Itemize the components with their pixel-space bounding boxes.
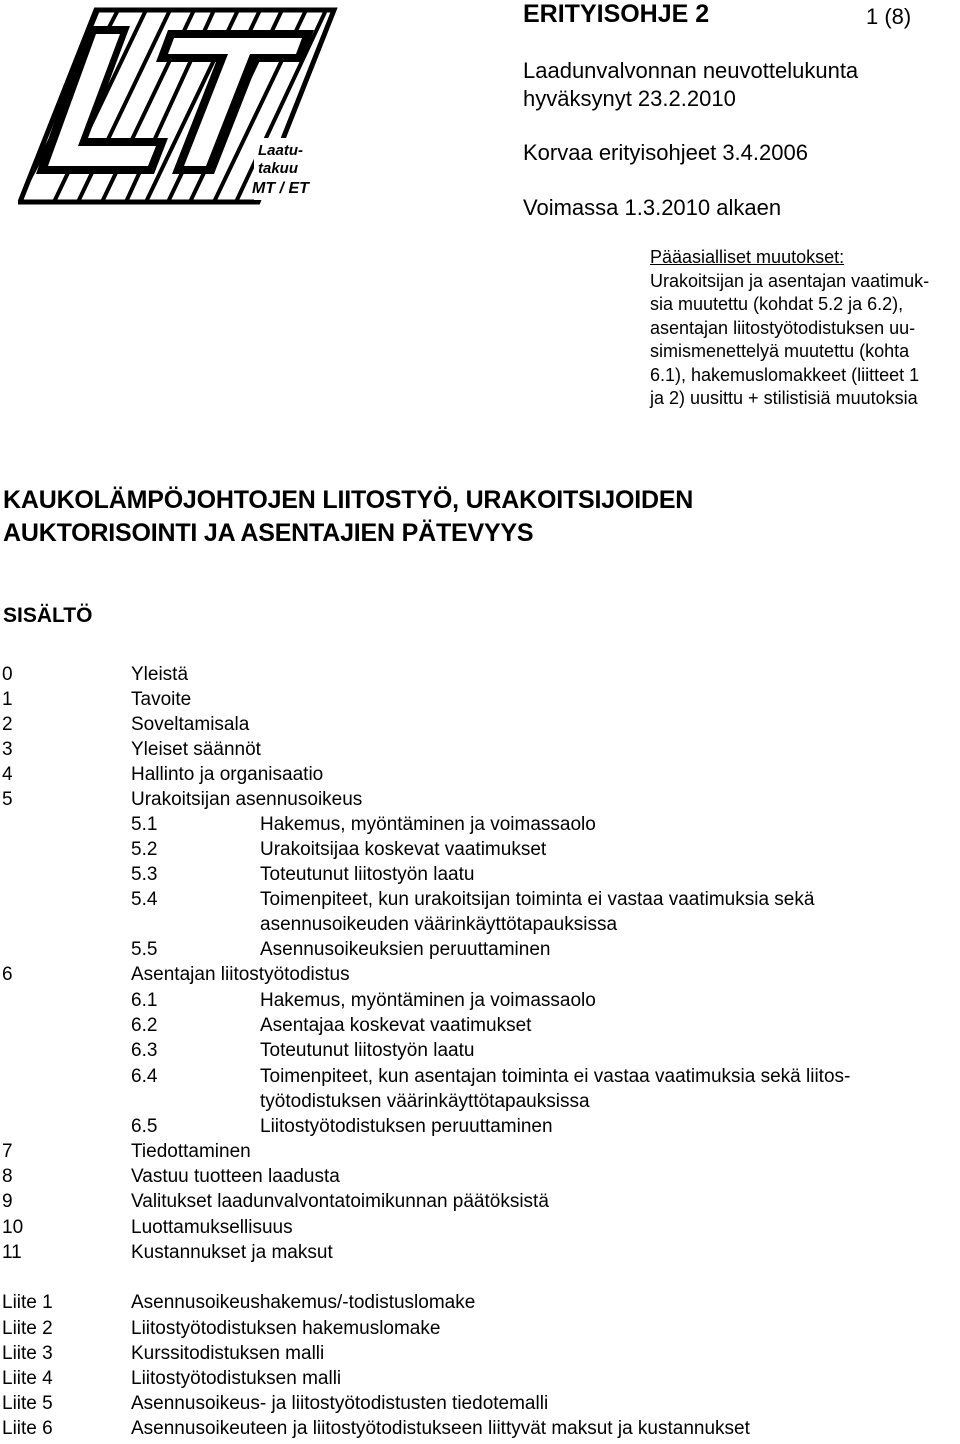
toc-text: Hakemus, myöntäminen ja voimassaolo: [260, 990, 596, 1011]
toc-number: 5.5: [131, 939, 158, 960]
logo-text-3: MT / ET: [252, 180, 309, 197]
toc-number: 8: [2, 1166, 13, 1187]
toc-text: työtodistuksen väärinkäyttötapauksissa: [260, 1091, 590, 1112]
toc-number: 10: [2, 1217, 24, 1238]
toc-text: Soveltamisala: [131, 714, 250, 735]
contents-heading: SISÄLTÖ: [3, 604, 93, 627]
changes-block: [650, 246, 950, 411]
page-number: 1 (8): [866, 4, 912, 29]
toc-number: 5.3: [131, 864, 158, 885]
changes-line: sia muutettu (kohdat 5.2 ja 6.2),: [650, 294, 904, 314]
toc-number: 5.2: [131, 839, 158, 860]
appendix-number: Liite 1: [2, 1292, 53, 1313]
toc-text: Kustannukset ja maksut: [131, 1242, 333, 1263]
toc-text: Urakoitsijaa koskevat vaatimukset: [260, 839, 547, 860]
logo-text-2: takuu: [258, 160, 299, 177]
toc-text: Asennusoikeuksien peruuttaminen: [260, 939, 551, 960]
toc-text: Luottamuksellisuus: [131, 1217, 293, 1238]
appendix-number: Liite 5: [2, 1393, 53, 1414]
changes-line: 6.1), hakemuslomakkeet (liitteet 1: [650, 364, 920, 385]
appendix-text: Asennusoikeuteen ja liitostyötodistukseen liittyvät maksut ja kustannukset: [131, 1418, 750, 1439]
appendix-text: Asennusoikeushakemus/-todistuslomake: [131, 1292, 476, 1313]
changes-line: ja 2) uusittu + stilistisiä muutoksia: [650, 388, 918, 408]
toc-number: 2: [2, 714, 13, 735]
toc-text: Tavoite: [131, 689, 192, 710]
toc-text: Yleiset säännöt: [131, 739, 261, 760]
toc-text: Toteutunut liitostyön laatu: [260, 864, 475, 885]
toc-number: 4: [2, 764, 13, 785]
document-title: ERITYISOHJE 2: [523, 0, 710, 28]
appendix-text: Kurssitodistuksen malli: [131, 1343, 325, 1364]
toc-number: 5: [2, 789, 13, 810]
toc-text: asennusoikeuden väärinkäyttötapauksissa: [260, 914, 618, 935]
toc-number: 5.4: [131, 889, 158, 910]
toc-text: Asentajan liitostyötodistus: [131, 964, 350, 985]
changes-line: Urakoitsijan ja asentajan vaatimuk-: [650, 270, 930, 291]
toc-number: 9: [2, 1191, 13, 1212]
main-title-line-1: KAUKOLÄMPÖJOHTOJEN LIITOSTYÖ, URAKOITSIJOIDEN: [3, 486, 694, 514]
toc-text: Asentajaa koskevat vaatimukset: [260, 1015, 532, 1036]
toc-text: Tiedottaminen: [131, 1141, 251, 1162]
changes-line: asentajan liitostyötodistuksen uu-: [650, 317, 916, 338]
appendix-text: Asennusoikeus- ja liitostyötodistusten tiedotemalli: [131, 1393, 549, 1414]
appendix-number: Liite 2: [2, 1318, 53, 1339]
changes-line: simismenettelyä muutettu (kohta: [650, 341, 910, 361]
toc-number: 6.2: [131, 1015, 158, 1036]
valid-line: Voimassa 1.3.2010 alkaen: [523, 195, 782, 220]
toc-text: Toimenpiteet, kun asentajan toiminta ei vastaa vaatimuksia sekä liitos-: [260, 1066, 851, 1087]
appendix-text: Liitostyötodistuksen malli: [131, 1368, 342, 1389]
toc-text: Toteutunut liitostyön laatu: [260, 1040, 475, 1061]
main-title-line-2: AUKTORISOINTI JA ASENTAJIEN PÄTEVYYS: [3, 519, 534, 547]
toc-text: Toimenpiteet, kun urakoitsijan toiminta ei vastaa vaatimuksia sekä: [260, 889, 815, 910]
toc-number: 11: [2, 1242, 22, 1263]
logo-text-1: Laatu-: [258, 142, 303, 159]
toc-number: 6.3: [131, 1040, 158, 1061]
toc-number: 1: [2, 689, 13, 710]
toc-number: 6.1: [131, 990, 158, 1011]
appendix-number: Liite 6: [2, 1418, 53, 1439]
toc-number: 6.4: [131, 1066, 158, 1087]
appendix-number: Liite 4: [2, 1368, 53, 1389]
changes-heading: Pääasialliset muutokset:: [650, 247, 845, 267]
approved-line-1: Laadunvalvonnan neuvottelukunta: [523, 58, 859, 83]
toc-text: Urakoitsijan asennusoikeus: [131, 789, 363, 810]
approved-line-2: hyväksynyt 23.2.2010: [523, 86, 736, 111]
toc-text: Liitostyötodistuksen peruuttaminen: [260, 1116, 553, 1137]
toc-text: Valitukset laadunvalvontatoimikunnan päätöksistä: [131, 1191, 549, 1212]
toc-text: Hakemus, myöntäminen ja voimassaolo: [260, 814, 596, 835]
toc-number: 0: [2, 664, 13, 685]
toc-number: 5.1: [131, 814, 158, 835]
toc-text: Hallinto ja organisaatio: [131, 764, 324, 785]
toc-number: 6: [2, 964, 13, 985]
toc-number: 6.5: [131, 1116, 158, 1137]
toc-text: Yleistä: [131, 664, 189, 685]
appendix-number: Liite 3: [2, 1343, 53, 1364]
replaces-line: Korvaa erityisohjeet 3.4.2006: [523, 140, 808, 165]
toc-number: 7: [2, 1141, 13, 1162]
toc-text: Vastuu tuotteen laadusta: [131, 1166, 340, 1187]
appendix-text: Liitostyötodistuksen hakemuslomake: [131, 1318, 441, 1339]
toc-number: 3: [2, 739, 13, 760]
